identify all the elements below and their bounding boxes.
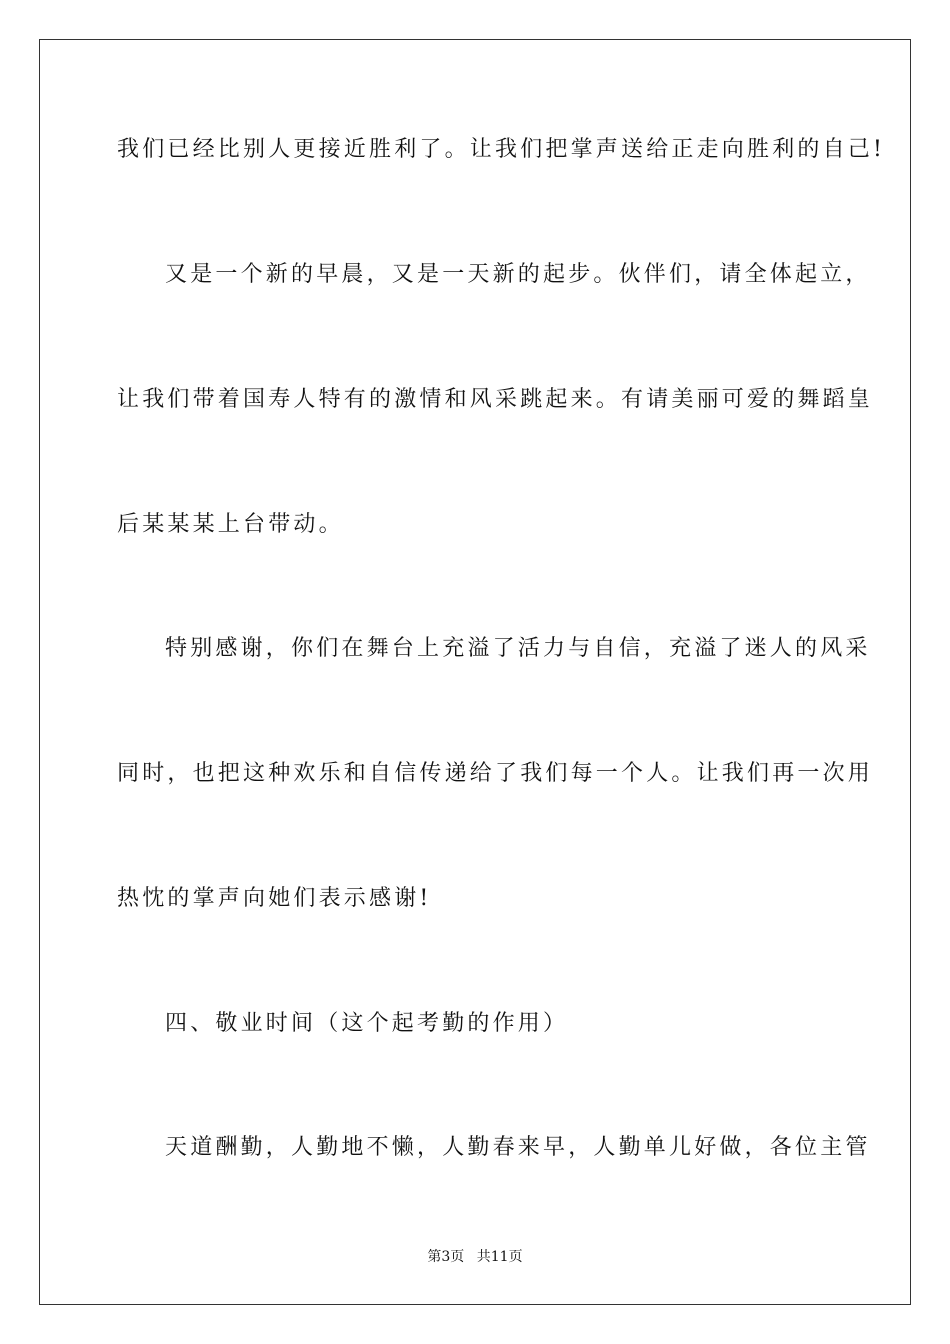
text-line-7: 热忱的掌声向她们表示感谢!	[117, 886, 432, 911]
total-pages: 共11页	[476, 1249, 523, 1265]
text-line-1: 我们已经比别人更接近胜利了。让我们把掌声送给正走向胜利的自己!	[117, 137, 886, 162]
text-line-3: 让我们带着国寿人特有的激情和风采跳起来。有请美丽可爱的舞蹈皇	[117, 387, 874, 412]
page-footer	[0, 1248, 950, 1266]
text-line-4: 后某某某上台带动。	[117, 512, 344, 537]
page-frame	[39, 39, 911, 1305]
text-line-9: 天道酬勤，人勤地不懒，人勤春来早，人勤单儿好做，各位主管	[165, 1135, 871, 1160]
text-line-5: 特别感谢，你们在舞台上充溢了活力与自信，充溢了迷人的风采	[165, 636, 871, 661]
text-line-2: 又是一个新的早晨，又是一天新的起步。伙伴们，请全体起立，	[165, 262, 871, 287]
text-line-6: 同时，也把这种欢乐和自信传递给了我们每一个人。让我们再一次用	[117, 761, 874, 786]
section-heading: 四、敬业时间（这个起考勤的作用）	[165, 1011, 569, 1036]
page-number: 第3页	[427, 1249, 465, 1265]
